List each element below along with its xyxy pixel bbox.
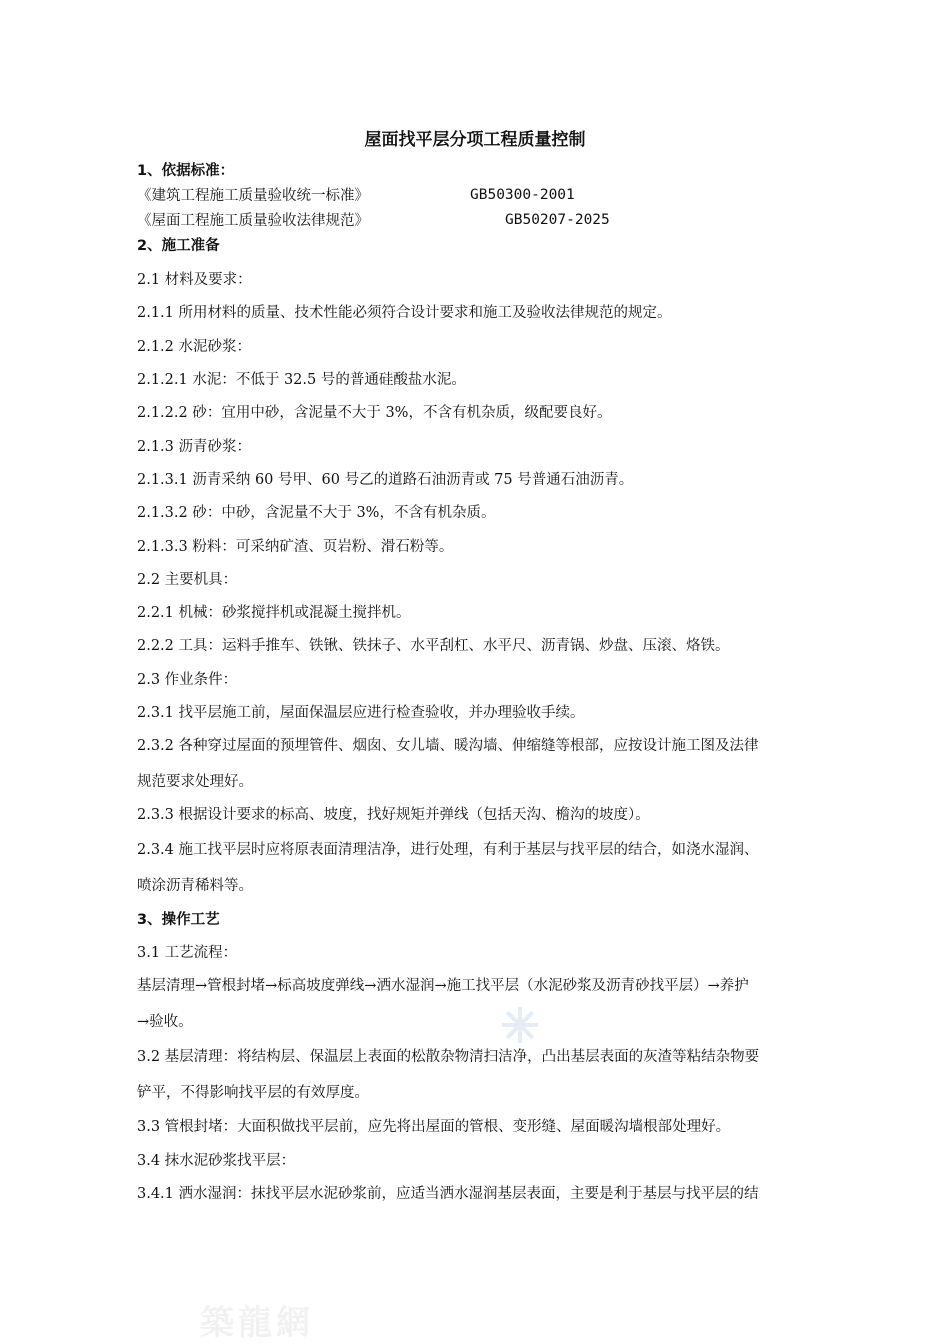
paragraph-line: 2.3.4 施工找平层时应将原表面清理洁净，进行处理，有利于基层与找平层的结合，如浇水湿润、	[137, 842, 759, 858]
paragraph-line: 2.1.2 水泥砂浆：	[137, 339, 252, 355]
standard-code-1: GB50300-2001	[470, 187, 575, 203]
paragraph-line: 规范要求处理好。	[137, 774, 253, 790]
watermark-text: 築龍網	[200, 1303, 314, 1343]
paragraph-line: 2.1.3 沥青砂浆：	[137, 439, 252, 455]
paragraph-line: 铲平，不得影响找平层的有效厚度。	[137, 1085, 369, 1101]
paragraph-line: 2.1.3.2 砂：中砂，含泥量不大于 3%，不含有机杂质。	[137, 505, 496, 521]
section-heading-3: 3、操作工艺	[137, 912, 220, 928]
paragraph-line: 2.1.2.2 砂：宜用中砂，含泥量不大于 3%，不含有机杂质，级配要良好。	[137, 405, 612, 421]
paragraph-line: 喷涂沥青稀料等。	[137, 878, 253, 894]
standard-code-2: GB50207-2025	[505, 212, 610, 228]
paragraph-line: 3.3 管根封堵：大面积做找平层前，应先将出屋面的管根、变形缝、屋面暖沟墙根部处理好。	[137, 1119, 731, 1135]
paragraph-line: →验收。	[137, 1014, 193, 1030]
paragraph-line: 2.2.2 工具：运料手推车、铁锹、铁抹子、水平刮杠、水平尺、沥青锅、炒盘、压滚、烙铁。	[137, 638, 730, 654]
standard-name-2: 《屋面工程施工质量验收法律规范》	[137, 213, 369, 229]
paragraph-line: 2.1 材料及要求：	[137, 272, 252, 288]
paragraph-line: 3.1 工艺流程：	[137, 945, 238, 961]
section-heading-1: 1、依据标准：	[137, 163, 235, 179]
paragraph-line: 3.4.1 洒水湿润：抹找平层水泥砂浆前，应适当洒水湿润基层表面，主要是利于基层与找平层的结	[137, 1186, 759, 1202]
paragraph-line: 2.1.3.3 粉料：可采纳矿渣、页岩粉、滑石粉等。	[137, 539, 454, 555]
paragraph-line: 2.3.3 根据设计要求的标高、坡度，找好规矩并弹线（包括天沟、檐沟的坡度）。	[137, 807, 650, 823]
paragraph-line: 基层清理→管根封堵→标高坡度弹线→洒水湿润→施工找平层（水泥砂浆及沥青砂找平层）→养护	[137, 978, 749, 994]
paragraph-line: 2.2 主要机具：	[137, 572, 238, 588]
paragraph-line: 3.4 抹水泥砂浆找平层：	[137, 1153, 296, 1169]
paragraph-line: 2.3.2 各种穿过屋面的预埋管件、烟囱、女儿墙、暖沟墙、伸缩缝等根部，应按设计施工图及法律	[137, 738, 759, 754]
snowflake-logo-icon	[500, 1005, 540, 1045]
section-heading-2: 2、施工准备	[137, 238, 220, 254]
paragraph-line: 2.2.1 机械：砂浆搅拌机或混凝土搅拌机。	[137, 605, 411, 621]
paragraph-line: 2.1.2.1 水泥：不低于 32.5 号的普通硅酸盐水泥。	[137, 372, 466, 388]
paragraph-line: 2.1.1 所用材料的质量、技术性能必须符合设计要求和施工及验收法律规范的规定。	[137, 305, 672, 321]
paragraph-line: 2.1.3.1 沥青采纳 60 号甲、60 号乙的道路石油沥青或 75 号普通石油沥青。	[137, 472, 634, 488]
paragraph-line: 2.3 作业条件：	[137, 672, 238, 688]
document-title: 屋面找平层分项工程质量控制	[364, 130, 586, 150]
paragraph-line: 2.3.1 找平层施工前，屋面保温层应进行检查验收，并办理验收手续。	[137, 705, 585, 721]
paragraph-line: 3.2 基层清理：将结构层、保温层上表面的松散杂物清扫洁净，凸出基层表面的灰渣等粘结杂物要	[137, 1049, 760, 1065]
standard-name-1: 《建筑工程施工质量验收统一标准》	[137, 188, 369, 204]
